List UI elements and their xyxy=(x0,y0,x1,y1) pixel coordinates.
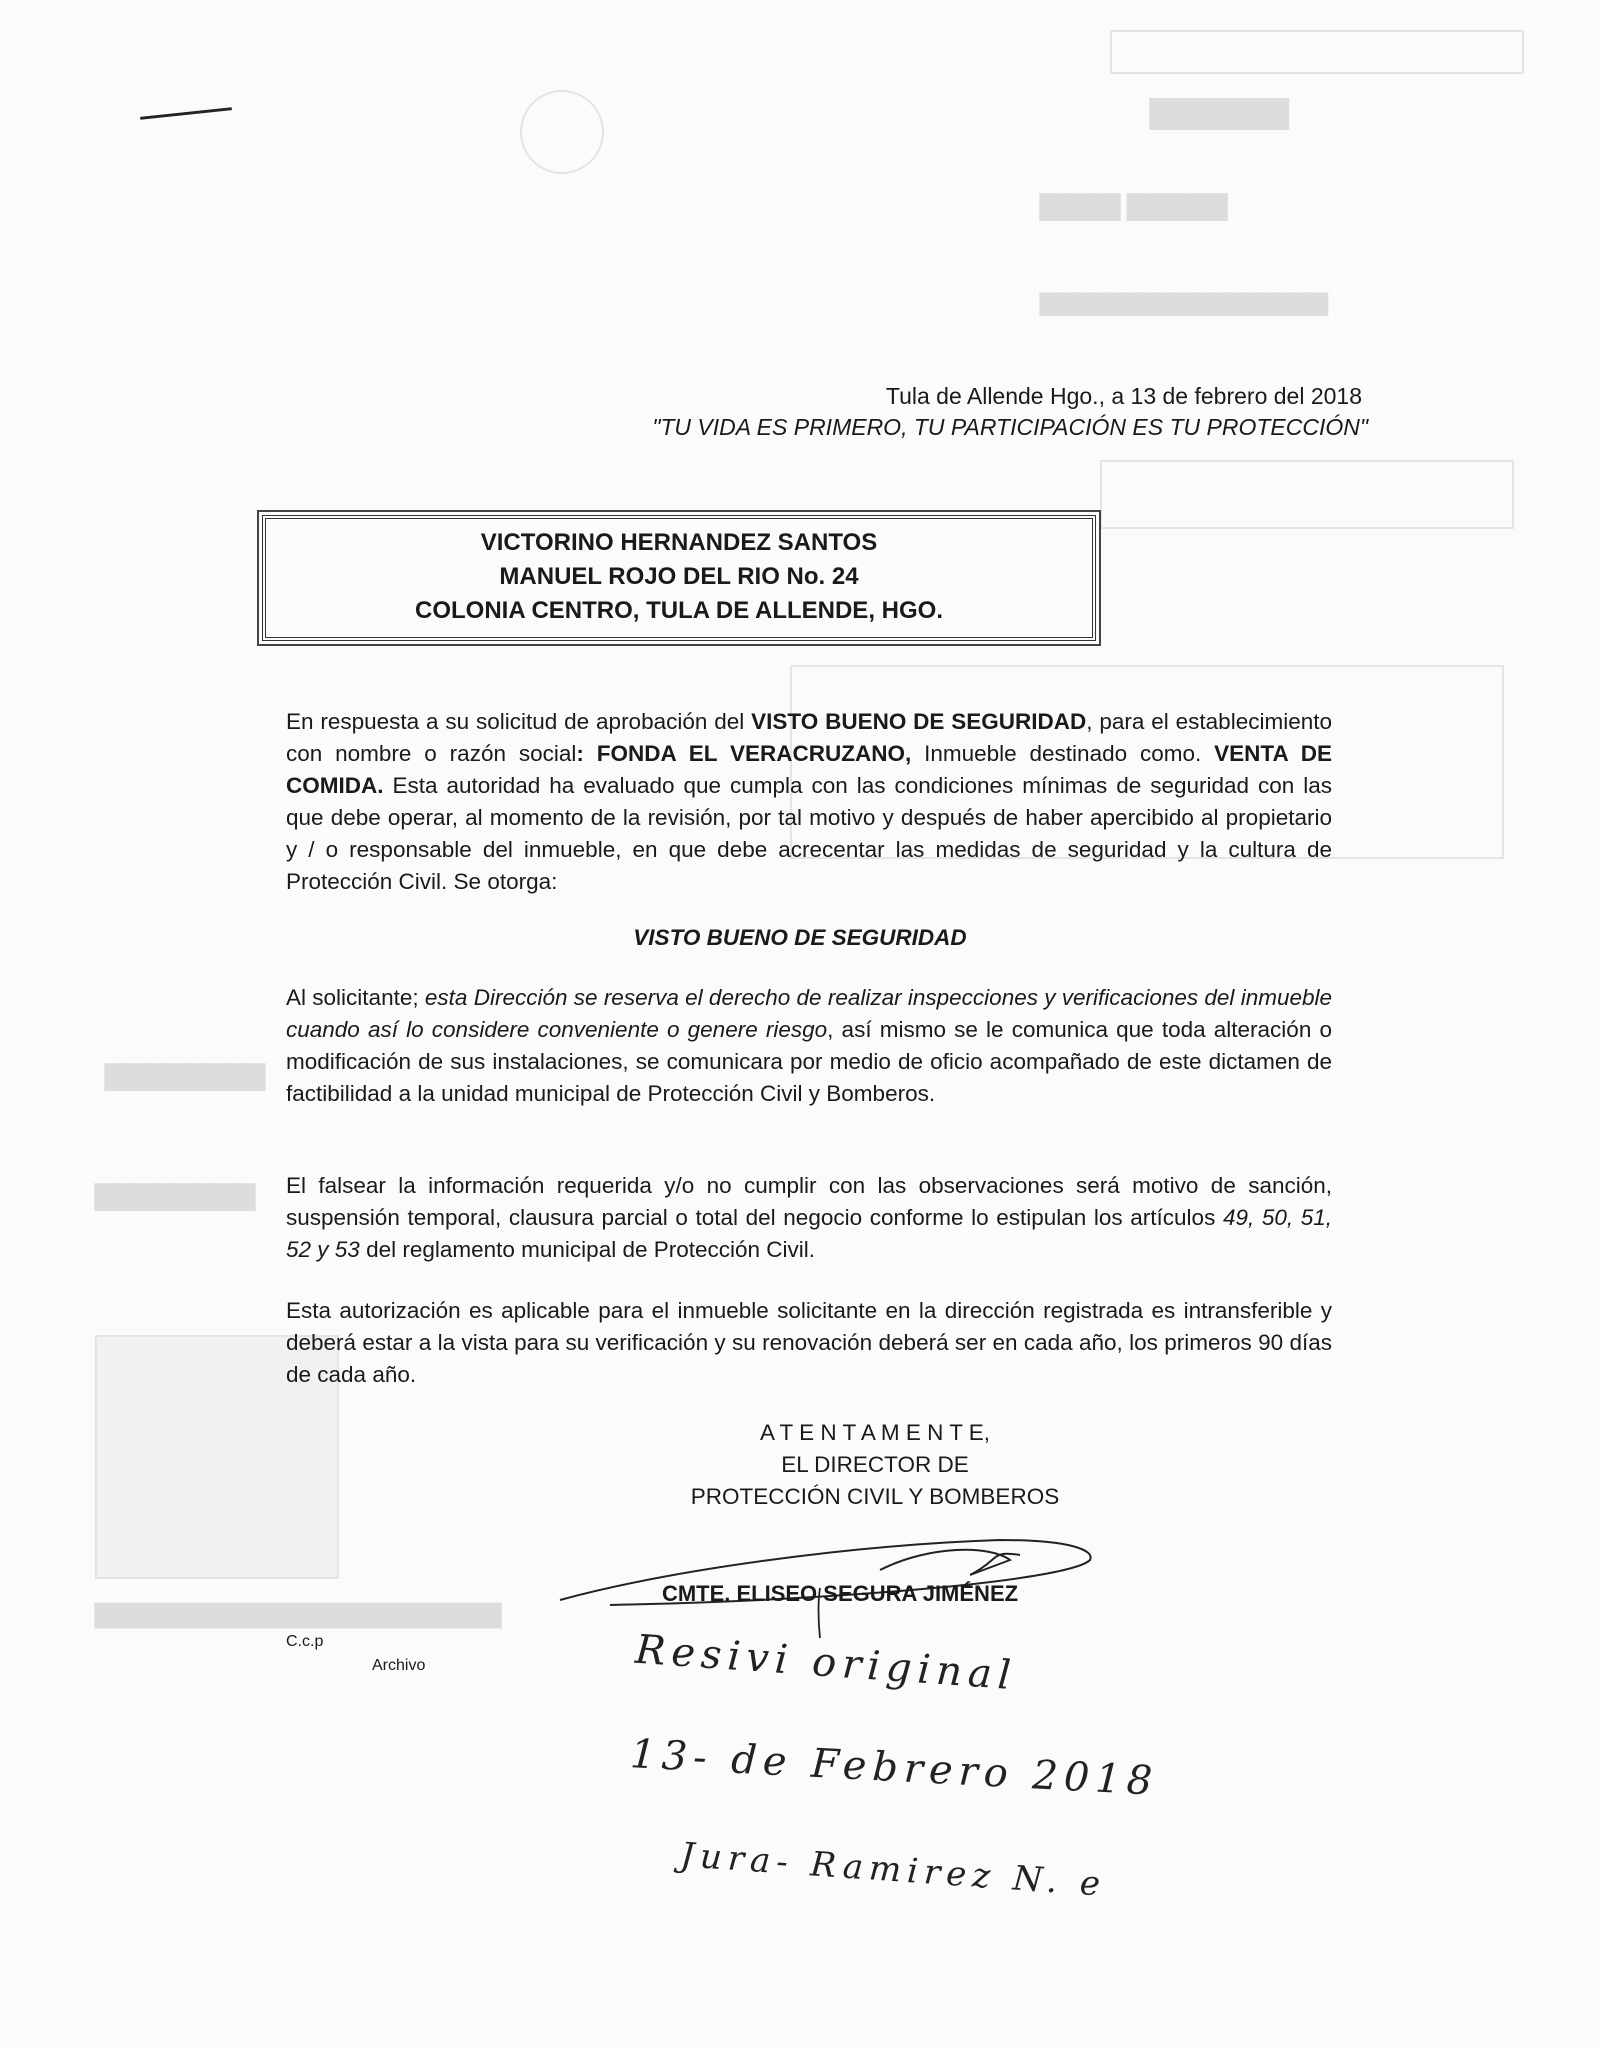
signer-name: CMTE. ELISEO SEGURA JIMÉNEZ xyxy=(661,1581,1019,1606)
recipient-street: MANUEL ROJO DEL RIO No. 24 xyxy=(499,563,859,590)
ghost-text: ▇▇▇▇▇▇▇▇▇▇▇▇▇▇▇▇▇ xyxy=(1040,290,1328,315)
text-run: Al solicitante; xyxy=(286,985,425,1010)
text-run: El falsear la información requerida y/o no cumplir con las observaciones será motivo de sanción, suspensión temporal, clausura parcial o total del negocio conforme lo estipulan los artículos xyxy=(286,1173,1332,1230)
body-paragraph-4: Esta autorización es aplicable para el inmueble solicitante en la dirección registrada es intransferible y deberá estar a la vista para su verificación y su renovación deberá ser en cada año, los primeros 90 días de cada año. xyxy=(286,1298,1332,1387)
body-paragraph-3 xyxy=(286,1170,1332,1266)
closing-salutation: A T E N T A M E N T E, xyxy=(759,1420,991,1445)
signer-title-1: EL DIRECTOR DE xyxy=(781,1452,969,1477)
cc-label: C.c.p xyxy=(286,1633,324,1650)
ghost-seal xyxy=(520,90,604,174)
ghost-text: ▇▇▇▇ ▇▇▇▇▇ xyxy=(1040,190,1228,220)
handwritten-receipt-line-3: Jura- Ramirez N. e xyxy=(679,1835,1108,1905)
ghost-box xyxy=(1110,30,1524,74)
text-run: del reglamento municipal de Protección Civil. xyxy=(359,1237,816,1262)
text-run: , así mismo se le comunica que toda alteración o modificación de sus instalaciones, se comunicara por medio de oficio acompañado de este dictamen de factibilidad a la unidad municipal de Protección Civil y Bomberos. xyxy=(286,1017,1332,1106)
text-run-italic: 49, 50, 51, 52 y 53 xyxy=(286,1205,1332,1262)
text-run-bold: : FONDA EL VERACRUZANO, xyxy=(576,741,912,766)
text-run: En respuesta a su solicitud de aprobación del xyxy=(286,709,752,734)
institutional-motto: "TU VIDA ES PRIMERO, TU PARTICIPACIÓN ES TU PROTECCIÓN" xyxy=(652,414,1368,440)
text-run: , para el establecimiento con nombre o razón social xyxy=(286,709,1332,766)
ghost-box xyxy=(1100,460,1514,529)
ghost-text: ▇▇▇▇▇▇▇▇ xyxy=(105,1060,265,1090)
recipient-colony: COLONIA CENTRO, TULA DE ALLENDE, HGO. xyxy=(415,597,943,624)
handwritten-signature xyxy=(550,1500,1110,1640)
text-run-bold: VENTA DE COMIDA. xyxy=(286,741,1333,798)
ghost-text: ▇▇▇▇▇▇ xyxy=(1150,96,1289,129)
body-paragraph-2 xyxy=(286,982,1332,1110)
recipient-address-box xyxy=(262,515,1096,641)
ghost-text: ▇▇▇▇▇▇▇▇ xyxy=(95,1180,255,1210)
cc-recipient: Archivo xyxy=(372,1657,426,1674)
text-run: Esta autoridad ha evaluado que cumpla con las condiciones mínimas de seguridad con las que debe operar, al momento de la revisión, por tal motivo y después de haber apercibido al propietario y / o responsable del inmueble, en que debe acrecentar las medidas de seguridad y la cultura de Protección Civil. Se otorga: xyxy=(286,773,1332,894)
text-run: Inmueble destinado como. xyxy=(911,741,1215,766)
recipient-name: VICTORINO HERNANDEZ SANTOS xyxy=(480,529,878,556)
approval-heading: VISTO BUENO DE SEGURIDAD xyxy=(633,925,967,950)
handwritten-receipt-line-2: 13- de Febrero 2018 xyxy=(629,1731,1160,1805)
handwritten-receipt-line-1: Resivi original xyxy=(633,1626,1019,1700)
text-run-bold: VISTO BUENO DE SEGURIDAD xyxy=(751,709,1087,734)
signer-title-2: PROTECCIÓN CIVIL Y BOMBEROS xyxy=(690,1484,1060,1509)
body-paragraph-1 xyxy=(286,706,1332,898)
place-and-date: Tula de Allende Hgo., a 13 de febrero del 2018 xyxy=(885,383,1362,409)
pen-dash-mark xyxy=(140,107,232,120)
ghost-text: ▇▇▇▇▇▇▇▇▇▇▇▇▇▇▇▇▇▇▇▇▇▇ xyxy=(95,1601,502,1628)
text-run-italic: esta Dirección se reserva el derecho de realizar inspecciones y verificaciones del inmueble cuando así lo considere conveniente o genere riesgo xyxy=(286,985,1333,1042)
